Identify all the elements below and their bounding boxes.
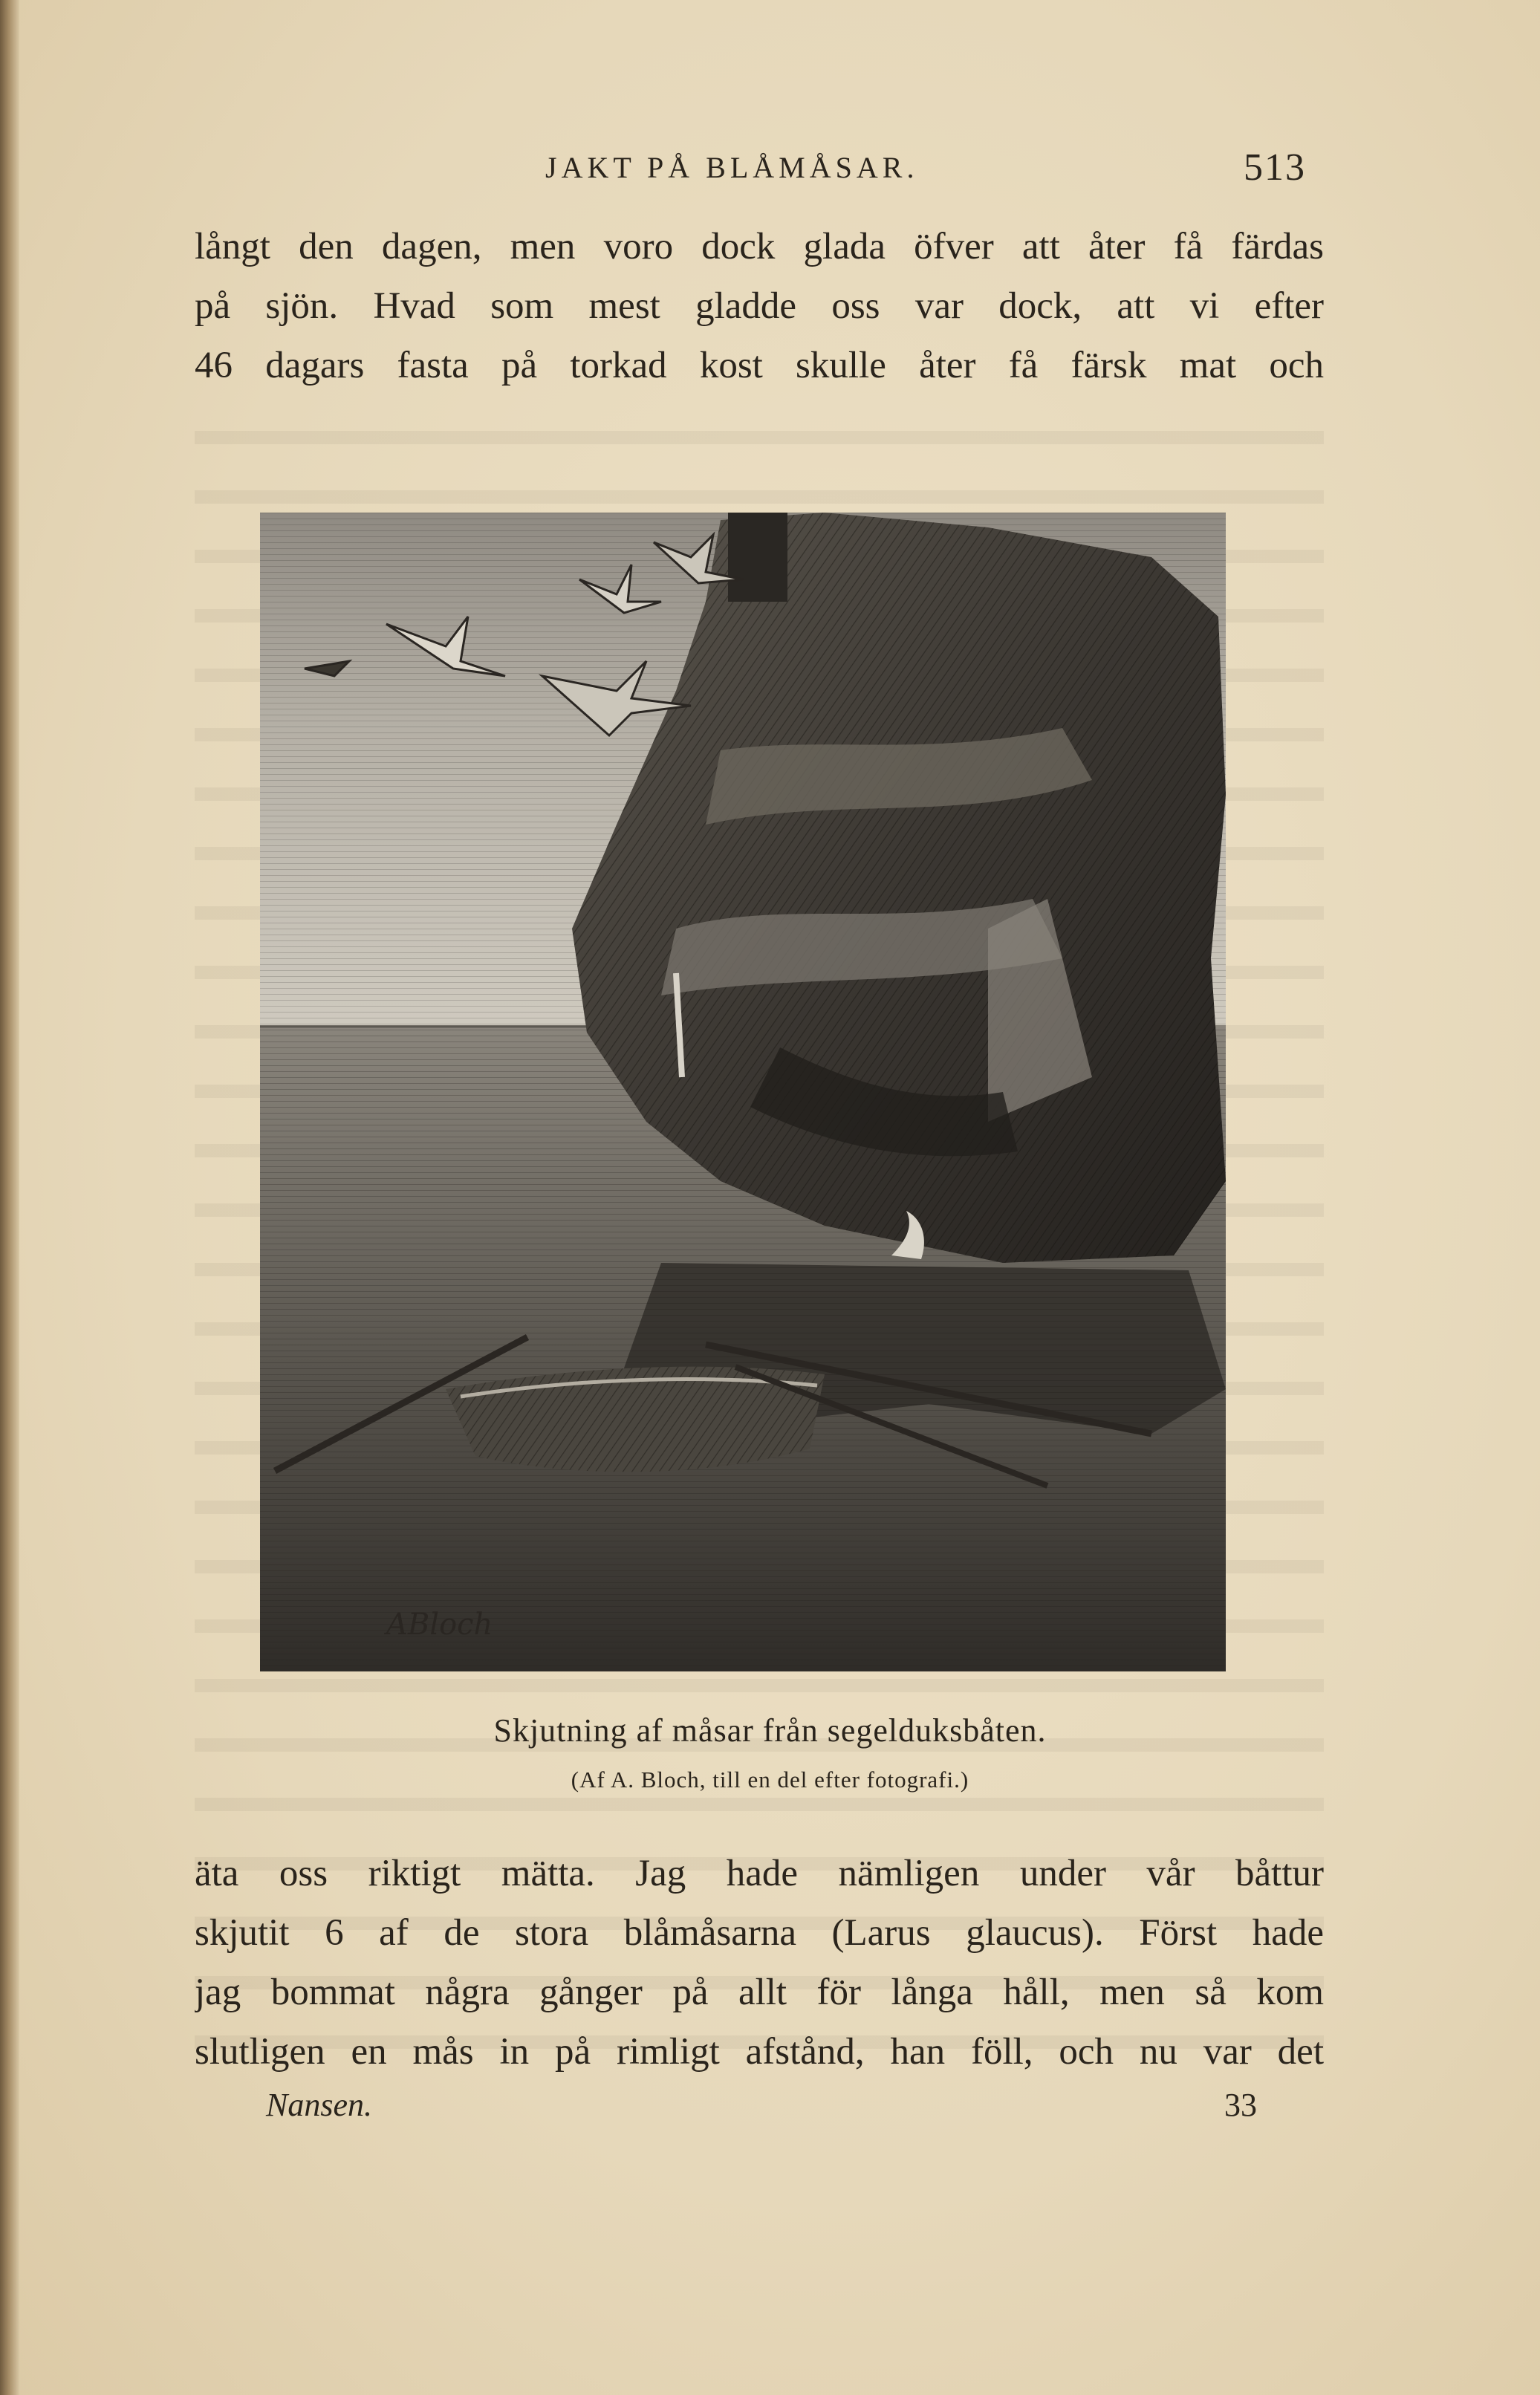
page-footer (0, 2086, 1540, 2131)
artist-signature (383, 1608, 493, 1642)
body-text-top (195, 217, 1324, 395)
text-line: på sjön. Hvad som mest gladde oss var dock, att vi efter (195, 285, 1324, 327)
sheet-number: 33 (1224, 2087, 1257, 2123)
signature-mark: Nansen. (266, 2087, 372, 2123)
running-title: JAKT PÅ BLÅMÅSAR. (545, 151, 919, 184)
page-header (0, 143, 1540, 195)
figure-credit: (Af A. Bloch, till en del efter fotografi.) (571, 1767, 969, 1793)
engraving-illustration (260, 513, 1226, 1671)
text-line: 46 dagars fasta på torkad kost skulle åter få färsk mat och (195, 345, 1324, 386)
body-text-bottom (195, 1844, 1324, 2082)
text-line: jag bommat några gånger på allt för långa håll, men så kom (195, 1972, 1324, 2013)
engraving-illustration-art (260, 513, 1226, 1671)
page-number: 513 (1244, 146, 1306, 189)
text-line: slutligen en mås in på rimligt afstånd, han föll, och nu var det (195, 2031, 1324, 2073)
text-line: äta oss riktigt mätta. Jag hade nämligen under vår båttur (195, 1853, 1324, 1894)
svg-text:ABloch: ABloch (386, 1608, 493, 1642)
text-line: skjutit 6 af de stora blåmåsarna (Larus glaucus). Först hade (195, 1912, 1324, 1954)
figure-caption: Skjutning af måsar från segelduksbåten. (493, 1712, 1047, 1749)
page-gutter-shadow (0, 0, 19, 2395)
text-line: långt den dagen, men voro dock glada öfver att åter få färdas (195, 226, 1324, 267)
